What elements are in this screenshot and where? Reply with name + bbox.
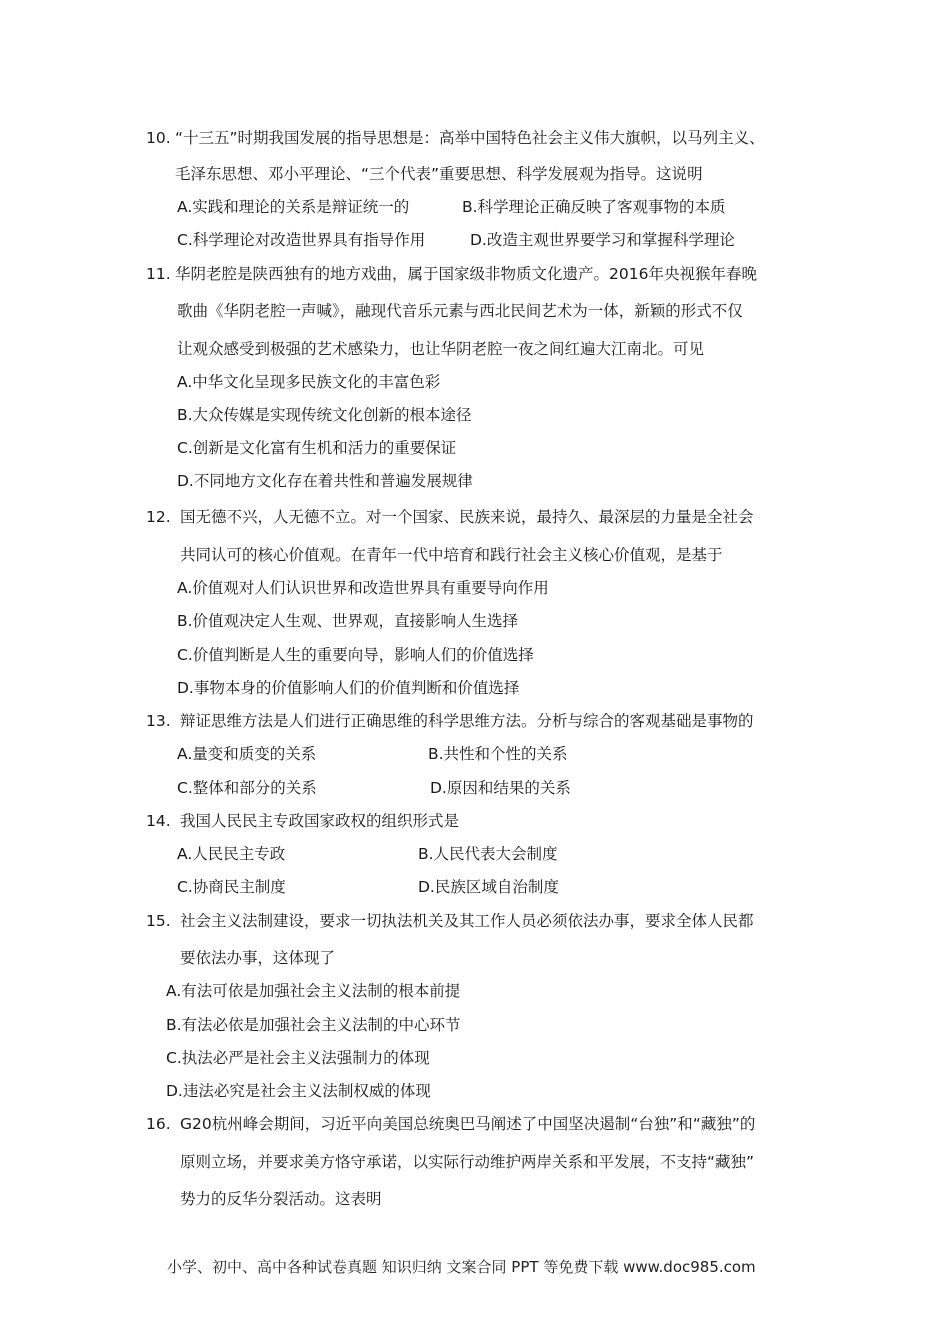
question-16-stem-line-2: 原则立场，并要求美方恪守承诺，以实际行动维护两岸关系和平发展，不支持“藏独” [180, 1153, 755, 1171]
question-13-option-d: D.原因和结果的关系 [430, 779, 571, 797]
question-15-option-c: C.执法必严是社会主义法强制力的体现 [166, 1049, 430, 1067]
question-10-option-b: B.科学理论正确反映了客观事物的本质 [462, 198, 726, 216]
question-13-number: 13. [146, 712, 171, 730]
question-14-option-a: A.人民民主专政 [177, 845, 286, 863]
question-16-stem-line-1: G20杭州峰会期间，习近平向美国总统奥巴马阐述了中国坚决遏制“台独”和“藏独”的 [180, 1115, 756, 1133]
question-14-option-b: B.人民代表大会制度 [418, 845, 558, 863]
question-12-option-b: B.价值观决定人生观、世界观，直接影响人生选择 [177, 612, 519, 630]
question-12-option-d: D.事物本身的价值影响人们的价值判断和价值选择 [177, 679, 520, 697]
question-11-number: 11. [146, 265, 171, 283]
question-12-stem-line-1: 国无德不兴，人无德不立。对一个国家、民族来说，最持久、最深层的力量是全社会 [180, 508, 754, 526]
question-14-stem-line-1: 我国人民民主专政国家政权的组织形式是 [180, 812, 460, 830]
question-15-number: 15. [146, 912, 171, 930]
question-11-stem-line-1: 华阴老腔是陕西独有的地方戏曲，属于国家级非物质文化遗产。2016年央视猴年春晚 [175, 265, 757, 283]
question-11-stem-line-2: 歌曲《华阴老腔一声喊》，融现代音乐元素与西北民间艺术为一体，新颖的形式不仅 [177, 302, 743, 320]
question-14-option-d: D.民族区域自治制度 [418, 878, 559, 896]
question-15-stem-line-1: 社会主义法制建设，要求一切执法机关及其工作人员必须依法办事，要求全体人民都 [180, 912, 754, 930]
question-15-option-b: B.有法必依是加强社会主义法制的中心环节 [166, 1016, 461, 1034]
question-13-option-b: B.共性和个性的关系 [428, 745, 568, 763]
footer-download-notice: 小学、初中、高中各种试卷真题 知识归纳 文案合同 PPT 等免费下载 www.doc985.com [167, 1258, 756, 1276]
question-13-option-a: A.量变和质变的关系 [177, 745, 317, 763]
question-10-number: 10. [146, 129, 171, 147]
question-11-option-c: C.创新是文化富有生机和活力的重要保证 [177, 439, 457, 457]
question-12-number: 12. [146, 508, 171, 526]
question-15-option-a: A.有法可依是加强社会主义法制的根本前提 [166, 982, 461, 1000]
question-12-option-c: C.价值判断是人生的重要向导，影响人们的价值选择 [177, 646, 534, 664]
question-11-stem-line-3: 让观众感受到极强的艺术感染力，也让华阴老腔一夜之间红遍大江南北。可见 [177, 340, 705, 358]
question-15-option-d: D.违法必究是社会主义法制权威的体现 [166, 1082, 431, 1100]
question-16-stem-line-3: 势力的反华分裂活动。这表明 [180, 1190, 382, 1208]
question-14-number: 14. [146, 812, 171, 830]
question-13-stem-line-1: 辩证思维方法是人们进行正确思维的科学思维方法。分析与综合的客观基础是事物的 [180, 712, 754, 730]
question-11-option-a: A.中华文化呈现多民族文化的丰富色彩 [177, 373, 441, 391]
question-12-option-a: A.价值观对人们认识世界和改造世界具有重要导向作用 [177, 579, 549, 597]
question-10-stem-line-2: 毛泽东思想、邓小平理论、“三个代表”重要思想、科学发展观为指导。这说明 [175, 165, 703, 183]
question-11-option-d: D.不同地方文化存在着共性和普遍发展规律 [177, 472, 473, 490]
question-15-stem-line-2: 要依法办事，这体现了 [180, 949, 336, 967]
question-10-option-c: C.科学理论对改造世界具有指导作用 [177, 231, 426, 249]
question-11-option-b: B.大众传媒是实现传统文化创新的根本途径 [177, 406, 472, 424]
question-12-stem-line-2: 共同认可的核心价值观。在青年一代中培育和践行社会主义核心价值观，是基于 [180, 546, 723, 564]
question-13-option-c: C.整体和部分的关系 [177, 779, 317, 797]
question-10-stem-line-1: “十三五”时期我国发展的指导思想是：高举中国特色社会主义伟大旗帜，以马列主义、 [175, 129, 765, 147]
question-16-number: 16. [146, 1115, 171, 1133]
question-10-option-a: A.实践和理论的关系是辩证统一的 [177, 198, 410, 216]
question-14-option-c: C.协商民主制度 [177, 878, 286, 896]
question-10-option-d: D.改造主观世界要学习和掌握科学理论 [470, 231, 735, 249]
